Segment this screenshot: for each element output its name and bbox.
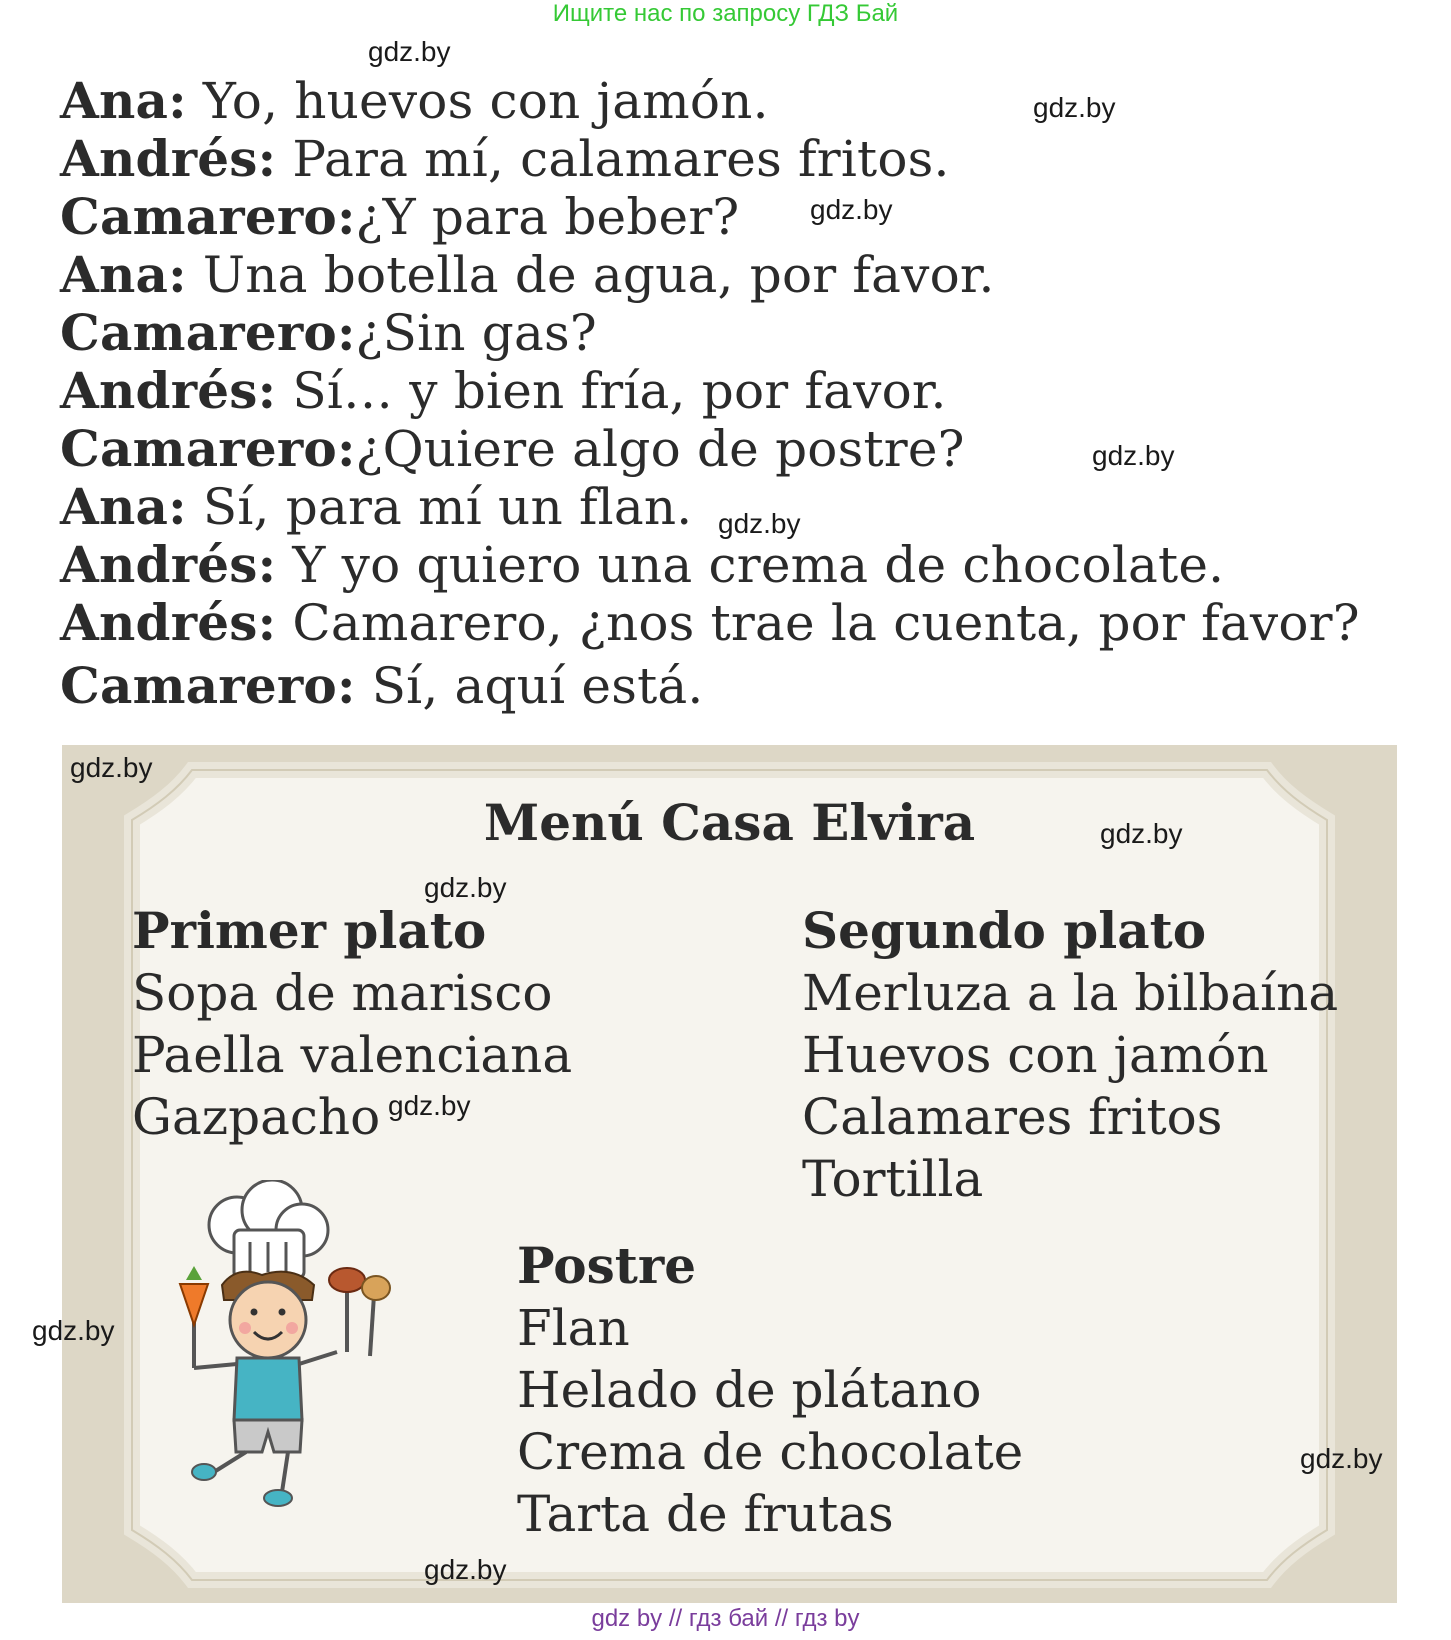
postre-section (517, 1235, 1023, 1545)
watermark: gdz.by (1092, 440, 1175, 471)
line-text: Sí, para mí un flan. (186, 478, 693, 536)
speaker: Andrés: (60, 129, 277, 188)
dialogue-line (60, 536, 1360, 594)
speaker: Camarero: (60, 187, 356, 246)
watermark: gdz.by (388, 1090, 471, 1121)
segundo-plato-section (802, 900, 1338, 1210)
menu-card (62, 745, 1397, 1603)
top-banner[interactable]: Ищите нас по запросу ГДЗ Бай (552, 0, 899, 27)
dialogue-line (60, 304, 1360, 362)
section-heading: Postre (517, 1236, 697, 1295)
menu-item: Crema de chocolate (517, 1423, 1024, 1481)
section-heading: Segundo plato (802, 901, 1207, 960)
dialogue-line (60, 188, 1360, 246)
watermark: gdz.by (424, 1554, 507, 1585)
watermark: gdz.by (1033, 92, 1116, 123)
speaker: Camarero: (60, 303, 356, 362)
dialogue (60, 72, 1360, 715)
speaker: Ana: (60, 71, 187, 130)
menu-item: Calamares fritos (802, 1088, 1223, 1146)
line-text: Sí… y bien fría, por favor. (276, 362, 947, 420)
speaker: Andrés: (60, 535, 277, 594)
line-text: Una botella de agua, por favor. (186, 246, 995, 304)
menu-item: Helado de plátano (517, 1361, 982, 1419)
chef-boy-icon (142, 1180, 392, 1520)
line-text: ¿Y para beber? (355, 188, 740, 246)
watermark: gdz.by (1100, 818, 1183, 849)
dialogue-line (60, 594, 1360, 652)
dialogue-line (60, 478, 1360, 536)
footer-links[interactable]: gdz by // гдз бай // гдз by (591, 1605, 860, 1632)
menu-title: Menú Casa Elvira (483, 793, 976, 852)
speaker: Camarero: (60, 656, 356, 715)
line-text: Camarero, ¿nos trae la cuenta, por favor? (276, 594, 1360, 652)
line-text: Para mí, calamares fritos. (276, 130, 950, 188)
speaker: Ana: (60, 477, 187, 536)
speaker: Andrés: (60, 361, 277, 420)
speaker: Andrés: (60, 593, 277, 652)
watermark: gdz.by (32, 1315, 115, 1346)
menu-item: Gazpacho (132, 1088, 381, 1146)
speaker: Camarero: (60, 419, 356, 478)
watermark: gdz.by (368, 36, 451, 67)
watermark: gdz.by (718, 508, 801, 539)
dialogue-line (60, 72, 1360, 130)
dialogue-line (60, 657, 1360, 715)
watermark: gdz.by (424, 872, 507, 903)
dialogue-line (60, 246, 1360, 304)
line-text: Y yo quiero una crema de chocolate. (276, 536, 1225, 594)
dialogue-line (60, 362, 1360, 420)
watermark: gdz.by (1300, 1443, 1383, 1474)
section-heading: Primer plato (132, 901, 487, 960)
watermark: gdz.by (70, 752, 153, 783)
line-text: Sí, aquí está. (355, 657, 704, 715)
menu-item: Paella valenciana (132, 1026, 573, 1084)
menu-item: Tortilla (802, 1150, 984, 1208)
speaker: Ana: (60, 245, 187, 304)
menu-item: Merluza a la bilbaína (802, 964, 1339, 1022)
menu-item: Tarta de frutas (517, 1485, 894, 1543)
line-text: ¿Sin gas? (355, 304, 597, 362)
line-text: ¿Quiere algo de postre? (355, 420, 965, 478)
menu-item: Flan (517, 1299, 630, 1357)
menu-item: Sopa de marisco (132, 964, 553, 1022)
line-text: Yo, huevos con jamón. (186, 72, 769, 130)
dialogue-line (60, 130, 1360, 188)
watermark: gdz.by (810, 194, 893, 225)
primer-plato-section (132, 900, 572, 1148)
menu-item: Huevos con jamón (802, 1026, 1269, 1084)
